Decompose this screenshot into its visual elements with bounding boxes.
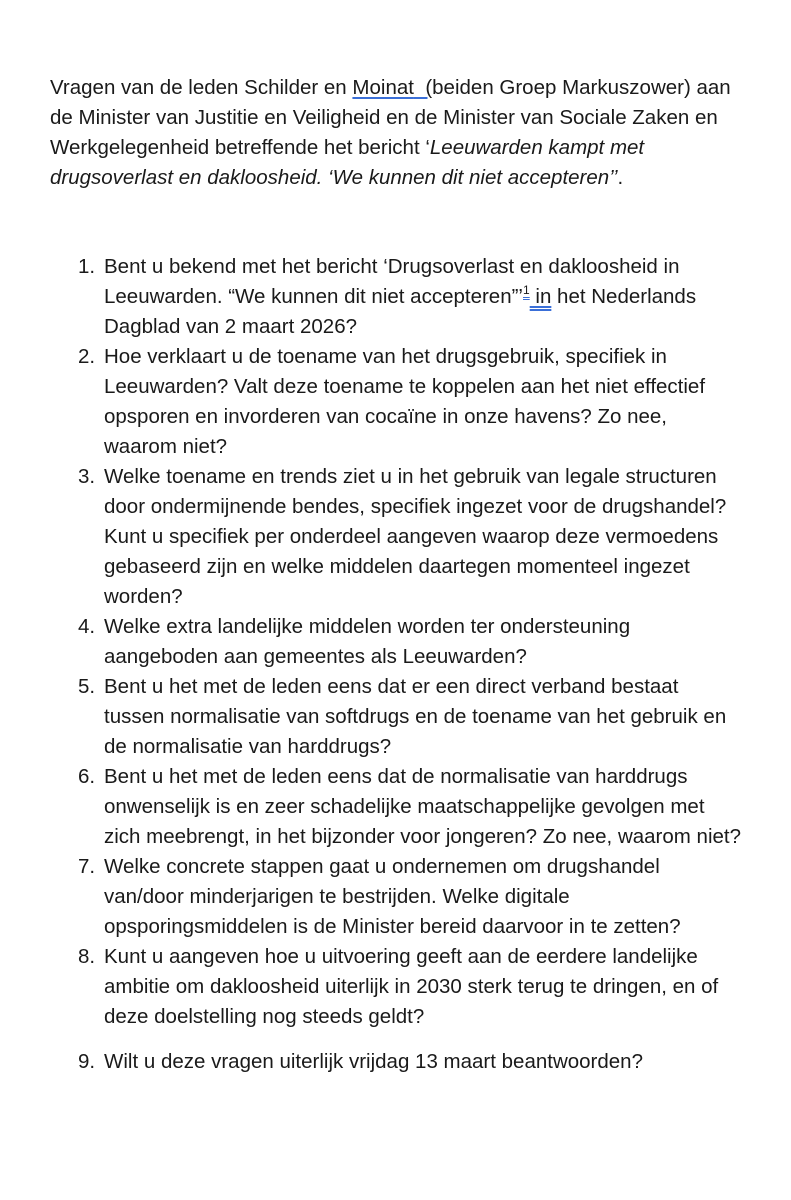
- question-text: Bent u het met de leden eens dat er een direct verband bestaat tussen normalisatie van softdrugs en de toename van het gebruik en de normalisatie van harddrugs?: [104, 675, 727, 758]
- question-item-2: [0, 342, 744, 462]
- question-item-1: [0, 252, 744, 342]
- question-item-4: [0, 612, 744, 672]
- question-number: 2.: [78, 345, 96, 368]
- intro-paragraph: [50, 73, 750, 193]
- question-number: 3.: [78, 465, 96, 488]
- question-list: [0, 252, 791, 1077]
- question-text: Kunt u aangeven hoe u uitvoering geeft aan de eerdere landelijke ambitie om dakloosheid uiterlijk in 2030 sterk terug te dringen, en of deze doelstelling nog steeds geldt?: [104, 945, 719, 1028]
- question-number: 1.: [78, 255, 96, 278]
- intro-text-2: beiden Groep Markuszower) aan de Minister van Justitie en Veiligheid en de Minister van Sociale Zaken en Werkgelegenheid betreffende het bericht ‘: [50, 76, 731, 159]
- question-number: 5.: [78, 675, 96, 698]
- question-item-9: [0, 1047, 744, 1077]
- question-item-8: [0, 942, 744, 1032]
- intro-text-1: Vragen van de leden Schilder en: [50, 76, 353, 99]
- question-text: Bent u het met de leden eens dat de normalisatie van harddrugs onwenselijk is en zeer schadelijke maatschappelijke gevolgen met zich meebrengt, in het bijzonder voor jongeren? Zo nee, waarom niet?: [104, 765, 742, 848]
- intro-end: .: [617, 166, 624, 189]
- question-item-3: [0, 462, 744, 612]
- question-item-7: [0, 852, 744, 942]
- question-text: Welke concrete stappen gaat u ondernemen om drugshandel van/door minderjarigen te bestrijden. Welke digitale opsporingsmiddelen is de Minister bereid daarvoor in te zetten?: [104, 855, 681, 938]
- member-name-gap: (: [413, 76, 433, 99]
- question-text: Welke extra landelijke middelen worden ter ondersteuning aangeboden aan gemeentes als Leeuwarden?: [104, 615, 631, 668]
- question-text: Bent u bekend met het bericht ‘Drugsoverlast en dakloosheid in Leeuwarden. “We kunnen dit niet accepteren”’: [104, 255, 680, 308]
- question-number: 6.: [78, 765, 96, 788]
- question-text: Wilt u deze vragen uiterlijk vrijdag 13 maart beantwoorden?: [104, 1050, 643, 1073]
- question-number: 8.: [78, 945, 96, 968]
- article-title: Leeuwarden kampt met drugsoverlast en dakloosheid. ‘We kunnen dit niet accepteren’’: [50, 136, 645, 189]
- member-name-link[interactable]: Moinat: [352, 76, 414, 99]
- question-item-5: [0, 672, 744, 762]
- question-number: 9.: [78, 1050, 96, 1073]
- underlined-word: in: [529, 285, 552, 308]
- question-number: 7.: [78, 855, 96, 878]
- footnote-marker[interactable]: 1: [523, 283, 530, 298]
- question-text-cont: het Nederlands Dagblad van 2 maart 2026?: [104, 285, 697, 338]
- question-item-6: [0, 762, 744, 852]
- question-text: Welke toename en trends ziet u in het gebruik van legale structuren door ondermijnende bendes, specifiek ingezet voor de drugshandel? Kunt u specifiek per onderdeel aangeven waarop deze vermoedens gebaseerd zijn en welke middelen daartegen momenteel ingezet worden?: [104, 465, 727, 608]
- question-text: Hoe verklaart u de toename van het drugsgebruik, specifiek in Leeuwarden? Valt deze toename te koppelen aan het niet effectief opsporen en invorderen van cocaïne in onze havens? Zo nee, waarom niet?: [104, 345, 706, 458]
- spacer: [0, 1032, 791, 1047]
- question-number: 4.: [78, 615, 96, 638]
